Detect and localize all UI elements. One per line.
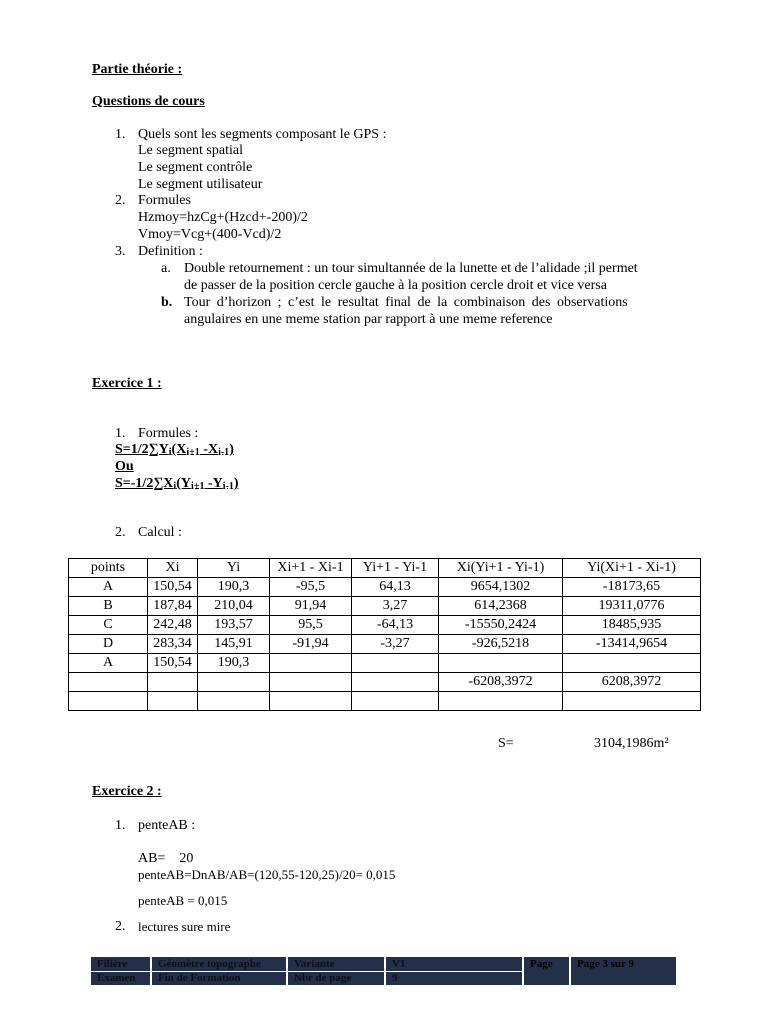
section-title-ex1: Exercice 1 : [92, 376, 162, 391]
table-cell: -6208,3972 [439, 673, 563, 692]
calculation-table [68, 558, 701, 711]
table-cell [69, 692, 148, 711]
table-cell: 283,34 [148, 635, 198, 654]
table-cell: -91,94 [270, 635, 352, 654]
pente-label: penteAB : [138, 818, 196, 833]
table-cell [439, 692, 563, 711]
q3-number: 3. [115, 244, 126, 259]
table-header: Xi [148, 559, 198, 578]
section-title-ex2: Exercice 2 : [92, 784, 162, 799]
table-cell: -18173,65 [563, 578, 701, 597]
table-row [69, 616, 701, 635]
q2-formula: Hzmoy=hzCg+(Hzcd+-200)/2 [138, 210, 308, 225]
table-cell [563, 692, 701, 711]
table-cell [270, 692, 352, 711]
q3b-label: b. [161, 295, 173, 310]
calcul-label: Calcul : [138, 525, 182, 540]
table-header-row [69, 559, 701, 578]
table-cell: 18485,935 [563, 616, 701, 635]
formula-1: $S=1/2\sum Y_i(X_{i+1}$ $-X_{i-1}$) [115, 442, 234, 458]
table-cell: B [69, 597, 148, 616]
footer-nbr-value: 9 [385, 972, 523, 986]
table-cell: 193,57 [198, 616, 270, 635]
pente-calc: penteAB=DnAB/AB=(120,55-120,25)/20= 0,015 [138, 867, 396, 882]
table-cell [198, 673, 270, 692]
q1-text: Quels sont les segments composant le GPS : [138, 127, 387, 142]
q2-text: Formules [138, 193, 191, 208]
footer-filiere-value: Géomètre topographe [151, 958, 287, 972]
q3b-line: angulaires en une meme station par rapport à une meme reference [184, 312, 553, 327]
formula-2: $S=-1/2\sum X_i(Y_{i+1}$ $-Y_{i-1}$) [115, 476, 239, 492]
q3a-label: a. [161, 261, 171, 276]
table-cell: -13414,9654 [563, 635, 701, 654]
table-cell [198, 692, 270, 711]
table-header: Yi+1 - Yi-1 [352, 559, 439, 578]
table-cell [352, 654, 439, 673]
table-row [69, 654, 701, 673]
table-cell: -15550,2424 [439, 616, 563, 635]
table-cell: 614,2368 [439, 597, 563, 616]
table-cell: 6208,3972 [563, 673, 701, 692]
table-cell: 19311,0776 [563, 597, 701, 616]
footer-table [91, 957, 678, 986]
table-row [69, 692, 701, 711]
table-cell: A [69, 654, 148, 673]
table-cell: C [69, 616, 148, 635]
formules-number: 1. [115, 426, 126, 441]
q1-answer: Le segment spatial [138, 143, 243, 158]
section-title-theory: Partie théorie : [92, 62, 183, 77]
table-row [69, 597, 701, 616]
q1-number: 1. [115, 127, 126, 142]
calcul-number: 2. [115, 525, 126, 540]
table-row [69, 635, 701, 654]
table-cell: A [69, 578, 148, 597]
table-header: Xi(Yi+1 - Yi-1) [439, 559, 563, 578]
table-cell: 242,48 [148, 616, 198, 635]
questions-title: Questions de cours [92, 94, 205, 109]
table-cell: 210,04 [198, 597, 270, 616]
table-cell: 150,54 [148, 578, 198, 597]
q2-formula: Vmoy=Vcg+(400-Vcd)/2 [138, 227, 282, 242]
lectures-number: 2. [115, 919, 126, 934]
q3a-line: Double retournement : un tour simultannée de la lunette et de l’alidade ;il permet [184, 261, 638, 276]
table-cell [352, 673, 439, 692]
q3-text: Definition : [138, 244, 203, 259]
q1-answer: Le segment contrôle [138, 160, 253, 175]
table-cell [148, 673, 198, 692]
table-cell: -64,13 [352, 616, 439, 635]
pente-result: penteAB = 0,015 [138, 893, 228, 908]
table-cell: 9654,1302 [439, 578, 563, 597]
table-cell: 190,3 [198, 654, 270, 673]
table-cell [270, 673, 352, 692]
table-cell: -926,5218 [439, 635, 563, 654]
table-cell: 190,3 [198, 578, 270, 597]
table-cell: 145,91 [198, 635, 270, 654]
table-cell [563, 654, 701, 673]
footer-examen-label: Examen [91, 972, 151, 986]
table-row [69, 578, 701, 597]
table-cell: 91,94 [270, 597, 352, 616]
table-row-sums [69, 673, 701, 692]
footer-page-value: Page 3 sur 9 [570, 958, 677, 986]
footer-variante-label: Variante [287, 958, 385, 972]
table-cell: 3,27 [352, 597, 439, 616]
table-header: Yi(Xi+1 - Xi-1) [563, 559, 701, 578]
pente-number: 1. [115, 818, 126, 833]
table-cell: 64,13 [352, 578, 439, 597]
table-cell: D [69, 635, 148, 654]
result-value: 3104,1986m² [594, 736, 669, 751]
formules-label: Formules : [138, 426, 199, 441]
table-cell [352, 692, 439, 711]
table-header: Yi [198, 559, 270, 578]
table-cell [148, 692, 198, 711]
ab-value: AB= 20 [138, 851, 194, 866]
q2-number: 2. [115, 193, 126, 208]
q3a-line: de passer de la position cercle gauche à la position cercle droit et vice versa [184, 278, 607, 293]
table-cell [69, 673, 148, 692]
table-header: Xi+1 - Xi-1 [270, 559, 352, 578]
footer-variante-value: V1 [385, 958, 523, 972]
footer-filiere-label: Filière [91, 958, 151, 972]
table-cell [270, 654, 352, 673]
footer-examen-value: Fin de Formation [151, 972, 287, 986]
footer-page-label: Page [523, 958, 570, 986]
table-header: points [69, 559, 148, 578]
table-cell: 150,54 [148, 654, 198, 673]
lectures-label: lectures sure mire [138, 919, 231, 934]
table-cell: 187,84 [148, 597, 198, 616]
q3b-line: Tour d’horizon ; c’est le resultat final de la combinaison des observations [184, 295, 628, 310]
table-cell: 95,5 [270, 616, 352, 635]
footer-nbr-label: Nbr de page [287, 972, 385, 986]
table-cell: -95,5 [270, 578, 352, 597]
table-cell [439, 654, 563, 673]
result-label: S= [498, 736, 514, 751]
formula-or: Ou [115, 459, 134, 474]
table-cell: -3,27 [352, 635, 439, 654]
q1-answer: Le segment utilisateur [138, 177, 263, 192]
